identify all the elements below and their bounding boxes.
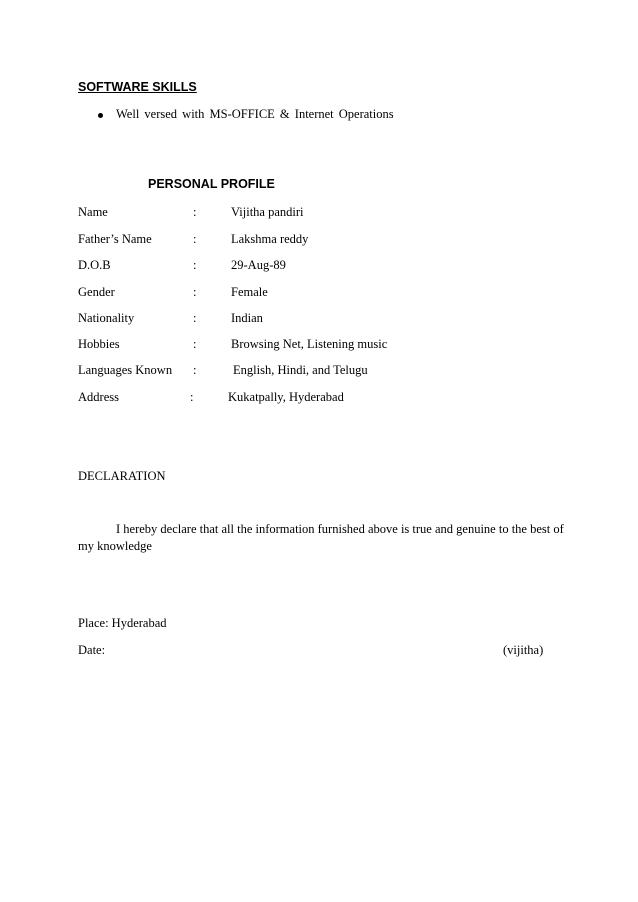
signature-name: (vijitha) bbox=[503, 643, 544, 657]
profile-value: Female bbox=[231, 285, 268, 299]
profile-value: Vijitha pandiri bbox=[231, 205, 304, 219]
date-line: Date: bbox=[78, 643, 106, 657]
software-skills-heading: SOFTWARE SKILLS bbox=[78, 80, 197, 94]
profile-separator: : bbox=[193, 285, 197, 299]
profile-value: Lakshma reddy bbox=[231, 232, 309, 246]
place-line: Place: Hyderabad bbox=[78, 616, 167, 630]
profile-separator: : bbox=[193, 363, 197, 377]
profile-label: Languages Known bbox=[78, 363, 173, 377]
profile-value: Kukatpally, Hyderabad bbox=[228, 390, 344, 404]
profile-label: Address bbox=[78, 390, 119, 404]
profile-separator: : bbox=[193, 337, 197, 351]
profile-value: Browsing Net, Listening music bbox=[231, 337, 388, 351]
profile-separator: : bbox=[193, 258, 197, 272]
profile-label: Gender bbox=[78, 285, 115, 299]
profile-label: D.O.B bbox=[78, 258, 111, 272]
profile-value: English, Hindi, and Telugu bbox=[233, 363, 368, 377]
profile-value: Indian bbox=[231, 311, 263, 325]
personal-profile-heading: PERSONAL PROFILE bbox=[148, 177, 275, 191]
profile-label: Nationality bbox=[78, 311, 135, 325]
bullet-icon bbox=[98, 113, 103, 118]
profile-separator: : bbox=[193, 311, 197, 325]
profile-label: Name bbox=[78, 205, 108, 219]
declaration-heading: DECLARATION bbox=[78, 469, 166, 483]
profile-label: Father’s Name bbox=[78, 232, 152, 246]
profile-value: 29-Aug-89 bbox=[231, 258, 286, 272]
profile-separator: : bbox=[193, 232, 197, 246]
skill-item: Well versed with MS-OFFICE & Internet Operations bbox=[116, 107, 394, 121]
profile-separator: : bbox=[193, 205, 197, 219]
profile-separator: : bbox=[190, 390, 194, 404]
declaration-text: I hereby declare that all the information furnished above is true and genuine to the best of my knowledge bbox=[78, 522, 564, 553]
profile-label: Hobbies bbox=[78, 337, 120, 351]
